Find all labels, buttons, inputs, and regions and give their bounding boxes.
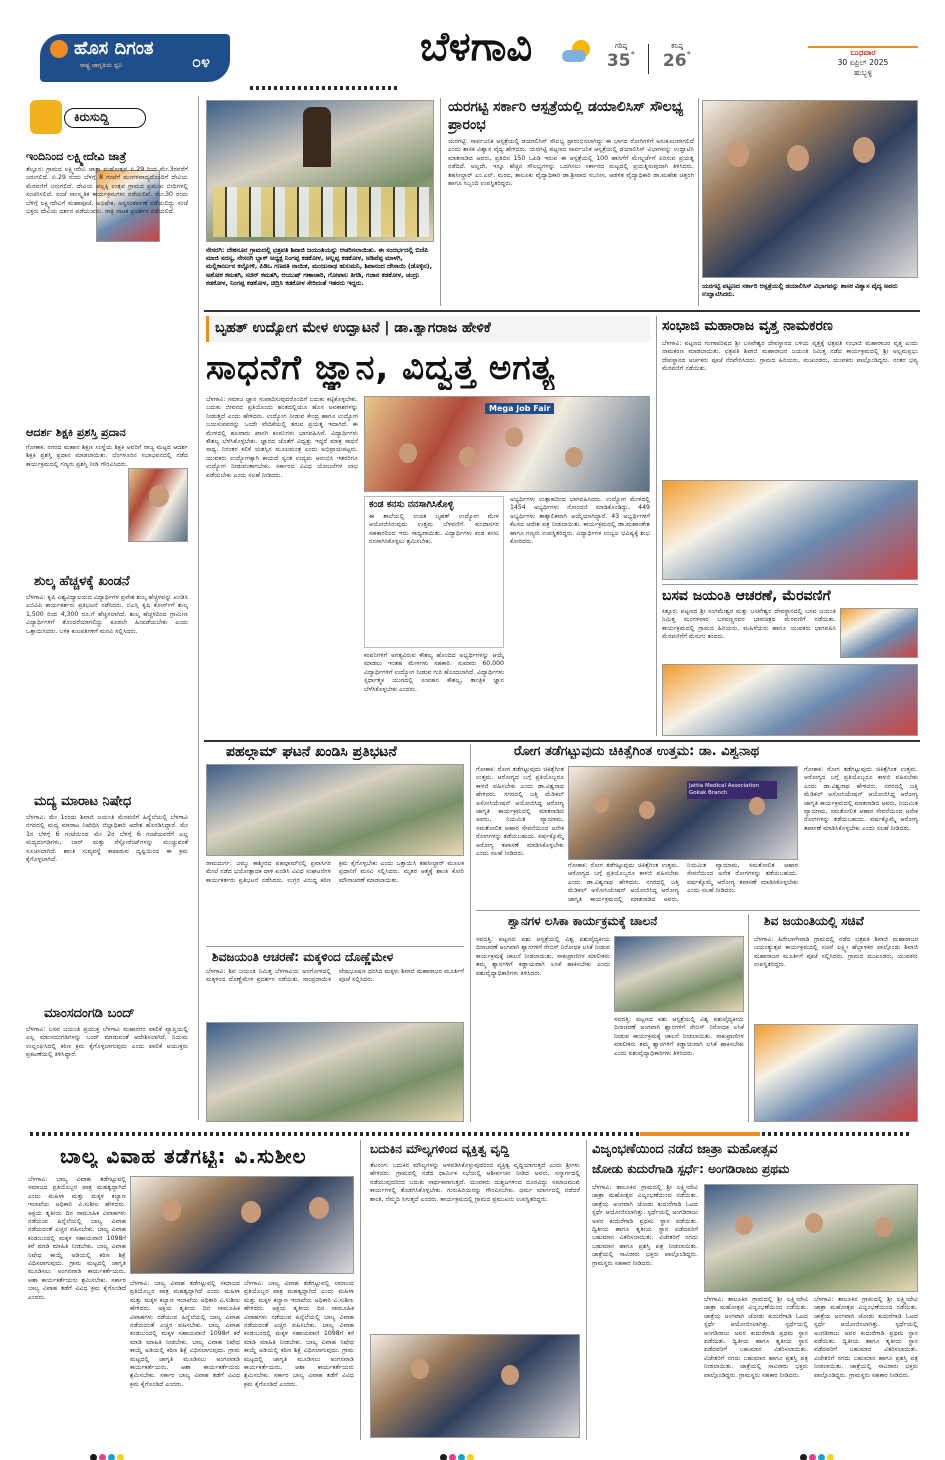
brief-3-headline: ಶುಲ್ಕ ಹೆಚ್ಚಳಕ್ಕೆ ಖಂಡನೆ xyxy=(34,574,130,589)
values-body: ತೆಲಸಂಗ: ಬದುಕಿನ ಮೌಲ್ಯಗಳನ್ನು ಅಳವಡಿಸಿಕೊಳ್ಳುವುದರಿಂದ ವ್ಯಕ್ತಿತ್ವ ವೃದ್ಧಿಯಾಗುತ್ತದೆ ಎಂದು ಶ್ರೀಗಳು ಹೇಳಿದರು. ಗ್ರಾಮದಲ್ಲಿ ನಡೆದ ಧಾರ್ಮಿಕ ಸಭೆಯಲ್ಲಿ ಆಶೀರ್ವಚನ ನೀಡಿದ ಅವರು, ಸನ್ಮಾರ್ಗದಲ್ಲಿ ನಡೆಯುವುದರಿಂದ ಬದುಕು ಸಾರ್ಥಕವಾಗುತ್ತದೆ. ಯುವಕರು ದುಶ್ಚಟಗಳಿಂದ ದೂರವಿದ್ದು ಸಮಾಜಮುಖಿ ಕಾರ್ಯಗಳಲ್ಲಿ ತೊಡಗಿಸಿಕೊಳ್ಳಬೇಕು. ಗುರುಹಿರಿಯರನ್ನು ಗೌರವಿಸಬೇಕು. ಧರ್ಮ ಮಾರ್ಗದಲ್ಲಿ ನಡೆದರೆ ಶಾಂತಿ, ನೆಮ್ಮದಿ ಸಿಗುತ್ತದೆ ಎಂದರು. ಕಾರ್ಯಕ್ರಮದಲ್ಲಿ ಗ್ರಾಮದ ಪ್ರಮುಖರು ಉಪಸ್ಥಿತರಿದ್ದರು. xyxy=(370,1162,580,1203)
values-headline: ಬದುಕಿನ ಮೌಲ್ಯಗಳಿಂದ ವ್ಯಕ್ತಿತ್ವ ವೃದ್ಧಿ xyxy=(370,1142,510,1156)
values-photo xyxy=(370,1334,580,1438)
shivajayanti-drum-headline: ಶಿವಜಯಂತಿ ಆಚರಣೆ: ಮಕ್ಕಳಿಂದ ದೊಣ್ಣೆಮೇಳ xyxy=(212,950,394,964)
section-rule xyxy=(476,910,920,911)
column-divider xyxy=(748,914,749,1122)
pointing-hand-icon xyxy=(30,100,62,134)
weather-max-label: ಗರಿಷ್ಠ xyxy=(614,42,628,50)
dogs-body: ಸವದತ್ತಿ: ಪಟ್ಟಣದ ಪಶು ಆಸ್ಪತ್ರೆಯಲ್ಲಿ ವಿಶ್ವ ಪಶುವೈದ್ಯಕೀಯ ದಿನಾಚರಣೆ ಅಂಗವಾಗಿ ಶ್ವಾನಗಳಿಗೆ ರೇಬಿಸ್ ನಿರೋಧಕ ಲಸಿಕೆ ನೀಡುವ ಕಾರ್ಯಕ್ರಮಕ್ಕೆ ಚಾಲನೆ ನೀಡಲಾಯಿತು. ಸಾಕುಪ್ರಾಣಿಗಳ ಮಾಲೀಕರು ತಮ್ಮ ಶ್ವಾನಗಳಿಗೆ ಕಡ್ಡಾಯವಾಗಿ ಲಸಿಕೆ ಹಾಕಿಸಬೇಕು ಎಂದು ಪಶುವೈದ್ಯಾಧಿಕಾರಿಗಳು ತಿಳಿಸಿದರು. xyxy=(476,936,610,977)
sambhaji-headline: ಸಂಭಾಜಿ ಮಹಾರಾಜ ವೃತ್ತ ನಾಮಕರಣ xyxy=(662,318,833,334)
dialysis-inauguration-photo xyxy=(702,100,918,278)
brief-2-headline: ಆದರ್ಶ ಶಿಕ್ಷಕಿ ಪ್ರಶಸ್ತಿ ಪ್ರದಾನ xyxy=(26,426,126,439)
basava-photo-1 xyxy=(840,608,918,658)
child-marriage-photo xyxy=(130,1176,354,1274)
lead-body-mid: ಕಂಪನಿಗಳಿಗೆ ಅಗತ್ಯವಿರುವ ಕೌಶಲ್ಯ ಹೊಂದಿದ ಅಭ್ಯರ್ಥಿಗಳನ್ನು ಆಯ್ಕೆ ಮಾಡಲು ಇಂತಹ ಮೇಳಗಳು ಸಹಕಾರಿ. ಸುಮಾರು 60,000 ವಿದ್ಯಾರ್ಥಿಗಳಿಗೆ ಉದ್ಯೋಗ ನೀಡುವ ಗುರಿ ಹೊಂದಲಾಗಿದೆ. ವಿದ್ಯಾರ್ಥಿಗಳು ಸ್ಪರ್ಧಾತ್ಮಕ ಯುಗದಲ್ಲಿ ಸಂವಹನ ಕೌಶಲ್ಯ, ತಾಂತ್ರಿಕ ಜ್ಞಾನ ಬೆಳೆಸಿಕೊಳ್ಳಬೇಕು ಎಂದರು. xyxy=(364,652,504,693)
weather-sun-cloud-icon xyxy=(562,40,590,68)
dream-box xyxy=(364,496,504,648)
shiva-sachive-body: ಬೆಳಗಾವಿ: ಹಿರೇಬಾಗೇವಾಡಿ ಗ್ರಾಮದಲ್ಲಿ ನಡೆದ ಛತ್ರಪತಿ ಶಿವಾಜಿ ಮಹಾರಾಜರ ಜಯಂತ್ಯುತ್ಸವ ಕಾರ್ಯಕ್ರಮದಲ್ಲಿ ಸಚಿವೆ ಲಕ್ಷ್ಮೀ ಹೆಬ್ಬಾಳಕರ ಪಾಲ್ಗೊಂಡು ಶಿವಾಜಿ ಮಹಾರಾಜರ ಮೂರ್ತಿಗೆ ಪೂಜೆ ಸಲ್ಲಿಸಿದರು. ಗ್ರಾಮದ ಮುಖಂಡರು, ಯುವಕರು ಉಪಸ್ಥಿತರಿದ್ದರು. xyxy=(754,936,918,969)
dream-box-title: ಕಂಡ ಕನಸು ನನಸಾಗಿಸಿಕೊಳ್ಳಿ xyxy=(369,499,454,510)
statue-group-photo xyxy=(206,100,434,242)
pahalgam-photo xyxy=(206,764,464,856)
jatra-body-1: ಬೆಳಗಾವಿ: ತಾಲೂಕಿನ ಗ್ರಾಮದಲ್ಲಿ ಶ್ರೀ ಲಕ್ಷ್ಮೀದೇವಿ ಜಾತ್ರಾ ಮಹೋತ್ಸವ ವಿಜೃಂಭಣೆಯಿಂದ ನಡೆಯಿತು. ಜಾತ್ರೆಯ ಅಂಗವಾಗಿ ಜೋಡು ಕುದುರೆಗಾಡಿ ಓಟದ ಸ್ಪರ್ಧೆ ಆಯೋಜಿಸಲಾಗಿತ್ತು. ಸ್ಪರ್ಧೆಯಲ್ಲಿ ಅಂಗಡಿರಾಜು ಅವರ ಕುದುರೆಗಾಡಿ ಪ್ರಥಮ ಸ್ಥಾನ ಪಡೆಯಿತು. ದ್ವಿತೀಯ ಹಾಗೂ ತೃತೀಯ ಸ್ಥಾನ ಪಡೆದವರಿಗೆ ಬಹುಮಾನ ವಿತರಿಸಲಾಯಿತು. ವಿಜೇತರಿಗೆ ನಗದು ಬಹುಮಾನ ಹಾಗೂ ಪ್ರಶಸ್ತಿ ಪತ್ರ ನೀಡಲಾಯಿತು. ಜಾತ್ರೆಯಲ್ಲಿ ಸಾವಿರಾರು ಭಕ್ತರು ಪಾಲ್ಗೊಂಡಿದ್ದರು. ಗ್ರಾಮಸ್ಥರು ಸಹಕಾರ ನೀಡಿದರು. xyxy=(592,1184,698,1267)
child-marriage-body-1: ಬೆಳಗಾವಿ: ಬಾಲ್ಯ ವಿವಾಹ ತಡೆಗಟ್ಟುವಲ್ಲಿ ಸಮಾಜದ ಪ್ರತಿಯೊಬ್ಬರ ಪಾತ್ರ ಮಹತ್ವದ್ದಾಗಿದೆ ಎಂದು ಮಹಿಳಾ ಮತ್ತು ಮಕ್ಕಳ ಕಲ್ಯಾಣ ಇಲಾಖೆಯ ಅಧಿಕಾರಿ ವಿ.ಸುಶೀಲ ಹೇಳಿದರು. ಅಕ್ಷಯ ತೃತೀಯ ದಿನ ಸಾಮೂಹಿಕ ವಿವಾಹಗಳು ನಡೆಯುವ ಹಿನ್ನೆಲೆಯಲ್ಲಿ ಬಾಲ್ಯ ವಿವಾಹ ನಡೆಯದಂತೆ ಎಚ್ಚರ ವಹಿಸಬೇಕು. ಬಾಲ್ಯ ವಿವಾಹ ಕಂಡುಬಂದಲ್ಲಿ ಮಕ್ಕಳ ಸಹಾಯವಾಣಿ 1098ಗೆ ಕರೆ ಮಾಡಿ ಮಾಹಿತಿ ನೀಡಬೇಕು. ಬಾಲ್ಯ ವಿವಾಹ ನಿಷೇಧ ಕಾಯ್ದೆ ಅಡಿಯಲ್ಲಿ ಕಠಿಣ ಶಿಕ್ಷೆ ವಿಧಿಸಲಾಗುವುದು. ಗ್ರಾಮ ಮಟ್ಟದಲ್ಲಿ ಜಾಗೃತಿ ಮೂಡಿಸಲು ಅಂಗನವಾಡಿ ಕಾರ್ಯಕರ್ತೆಯರು, ಆಶಾ ಕಾರ್ಯಕರ್ತೆಯರು ಶ್ರಮಿಸಬೇಕು. ಸರ್ಕಾರ ಬಾಲ್ಯ ವಿವಾಹ ತಡೆಗೆ ವಿವಿಧ ಕ್ರಮ ಕೈಗೊಂಡಿದೆ ಎಂದರು. xyxy=(28,1176,126,1301)
dateline-edition: ಹುಬ್ಬಳ್ಳಿ xyxy=(853,68,873,77)
kirusuddi-header xyxy=(28,98,188,138)
registration-dot xyxy=(99,1454,106,1460)
pahalgam-body: ರಾಮದುರ್ಗ: ಜಮ್ಮು ಕಾಶ್ಮೀರದ ಪಹಲ್ಗಾಮ್‌ನಲ್ಲಿ ಪ್ರವಾಸಿಗರ ಮೇಲೆ ನಡೆದ ಭಯೋತ್ಪಾದಕ ದಾಳಿ ಖಂಡಿಸಿ ವಿವಿಧ ಸಂಘಟನೆಗಳ ಕಾರ್ಯಕರ್ತರು ಪ್ರತಿಭಟನೆ ನಡೆಸಿದರು. ಉಗ್ರರ ವಿರುದ್ಧ ಕಠಿಣ ಕ್ರಮ ಕೈಗೊಳ್ಳಬೇಕು ಎಂದು ಒತ್ತಾಯಿಸಿ ತಹಸೀಲ್ದಾರ್ ಮೂಲಕ ಪ್ರಧಾನಿಗೆ ಮನವಿ ಸಲ್ಲಿಸಿದರು. ಮೃತರ ಆತ್ಮಕ್ಕೆ ಶಾಂತಿ ಕೋರಿ ಮೌನಾಚರಣೆ ಮಾಡಲಾಯಿತು. xyxy=(206,860,464,884)
column-divider xyxy=(656,316,657,736)
column-divider xyxy=(198,96,199,1120)
basava-headline: ಬಸವ ಜಯಂತಿ ಆಚರಣೆ, ಮೆರವಣಿಗೆ xyxy=(662,588,831,604)
page-number: ೦೪ xyxy=(192,52,210,71)
registration-dot xyxy=(818,1454,825,1460)
basava-body: ಕಿತ್ತೂರ: ಪಟ್ಟಣದ ಶ್ರೀ ಸಂಗಮೇಶ್ವರ ಮತ್ತು ಬಸವೇಶ್ವರ ದೇವಸ್ಥಾನದಲ್ಲಿ ಬಸವ ಜಯಂತಿ ನಿಮಿತ್ತ ಮಂಗಳವಾರ ಬಸವಣ್ಣನವರ ಭಾವಚಿತ್ರದ ಮೆರವಣಿಗೆ ನಡೆಯಿತು. ಕಾರ್ಯಕ್ರಮದಲ್ಲಿ ಗ್ರಾಮದ ಹಿರಿಯರು, ಮಹಿಳೆಯರು ಹಾಗೂ ಯುವಕರು ಭಾಗವಹಿಸಿ ಮೆರವಣಿಗೆಗೆ ಮೆರುಗು ತಂದರು. xyxy=(662,608,836,641)
doctor-body-2: ಗೋಕಾಕ: ರೋಗ ತಡೆಗಟ್ಟುವುದು ಚಿಕಿತ್ಸೆಗಿಂತ ಉತ್ತಮ. ಆರೋಗ್ಯದ ಬಗ್ಗೆ ಪ್ರತಿಯೊಬ್ಬರೂ ಕಾಳಜಿ ವಹಿಸಬೇಕು ಎಂದು ಡಾ.ವಿಶ್ವನಾಥ ಹೇಳಿದರು. ನಗರದಲ್ಲಿ ಜತ್ತಿ ಮೆಡಿಕಲ್ ಅಸೋಸಿಯೇಷನ್ ಆಯೋಜಿಸಿದ್ದ ಆರೋಗ್ಯ ಜಾಗೃತಿ ಕಾರ್ಯಕ್ರಮದಲ್ಲಿ ಮಾತನಾಡಿದ ಅವರು, ನಿಯಮಿತ ವ್ಯಾಯಾಮ, ಸಮತೋಲಿತ ಆಹಾರ ಸೇವನೆಯಿಂದ ಅನೇಕ ರೋಗಗಳನ್ನು ತಡೆಯಬಹುದು. ವರ್ಷಕ್ಕೊಮ್ಮೆ ಆರೋಗ್ಯ ತಪಾಸಣೆ ಮಾಡಿಸಿಕೊಳ್ಳಬೇಕು ಎಂದು ಸಲಹೆ ನೀಡಿದರು. xyxy=(568,862,798,903)
dateline-day: ಬುಧವಾರ xyxy=(850,48,876,57)
dogs-body-2: ಸವದತ್ತಿ: ಪಟ್ಟಣದ ಪಶು ಆಸ್ಪತ್ರೆಯಲ್ಲಿ ವಿಶ್ವ ಪಶುವೈದ್ಯಕೀಯ ದಿನಾಚರಣೆ ಅಂಗವಾಗಿ ಶ್ವಾನಗಳಿಗೆ ರೇಬಿಸ್ ನಿರೋಧಕ ಲಸಿಕೆ ನೀಡುವ ಕಾರ್ಯಕ್ರಮಕ್ಕೆ ಚಾಲನೆ ನೀಡಲಾಯಿತು. ಸಾಕುಪ್ರಾಣಿಗಳ ಮಾಲೀಕರು ತಮ್ಮ ಶ್ವಾನಗಳಿಗೆ ಕಡ್ಡಾಯವಾಗಿ ಲಸಿಕೆ ಹಾಕಿಸಬೇಕು ಎಂದು ಪಶುವೈದ್ಯಾಧಿಕಾರಿಗಳು ತಿಳಿಸಿದರು. xyxy=(614,1016,744,1057)
jatra-horse-cart-photo xyxy=(704,1184,918,1292)
lead-kicker: ಬೃಹತ್ ಉದ್ಯೋಗ ಮೇಳ ಉದ್ಘಾಟನೆ | ಡಾ.ತ್ಯಾಗರಾಜ ಹೇಳಿಕೆ xyxy=(215,320,491,336)
column-divider xyxy=(360,1140,361,1440)
registration-dot xyxy=(467,1454,474,1460)
registration-dot xyxy=(440,1454,447,1460)
dialysis-caption: ಯರಗಟ್ಟಿ ಪಟ್ಟಣದ ಸರ್ಕಾರಿ ಆಸ್ಪತ್ರೆಯಲ್ಲಿ ಡಯಾಲಿಸಿಸ್ ವಿಭಾಗವನ್ನು ಶಾಸಕ ವಿಶ್ವಾಸ ವೈದ್ಯ ಅವರು ಉದ್ಘಾಟಿಸಿದರು. xyxy=(702,282,898,299)
dateline-date: 30 ಏಪ್ರಿಲ್ 2025 xyxy=(837,58,889,67)
brief-2-body: ಗೋಕಾಕ: ನಗರದ ಮಹಾನ ಶಿಕ್ಷಣ ಸಂಸ್ಥೆಯ ಶಿಕ್ಷಕಿ ಅವರಿಗೆ ರಾಜ್ಯ ಮಟ್ಟದ ಆದರ್ಶ ಶಿಕ್ಷಕಿ ಪ್ರಶಸ್ತಿ ಪ್ರದಾನ ಮಾಡಲಾಯಿತು. ಬೆಂಗಳೂರಿನ ಸಭಾಭವನದಲ್ಲಿ ನಡೆದ ಕಾರ್ಯಕ್ರಮದಲ್ಲಿ ಗಣ್ಯರು ಪ್ರಶಸ್ತಿ ನೀಡಿ ಗೌರವಿಸಿದರು. xyxy=(26,444,188,468)
dateline xyxy=(808,48,918,78)
brief-5-headline: ಮಾಂಸದಂಗಡಿ ಬಂದ್ xyxy=(44,1006,135,1021)
column-divider xyxy=(440,98,441,306)
dogs-headline: ಶ್ವಾನಗಳ ಲಸಿಕಾ ಕಾರ್ಯಕ್ರಮಕ್ಕೆ ಚಾಲನೆ xyxy=(508,914,658,928)
dream-box-body: ಈ ಶಾಲೆಯಲ್ಲಿ ಉಚಿತ ಬೃಹತ್ ಉದ್ಯೋಗ ಮೇಳ ಆಯೋಜಿಸಿರುವುದು ಉತ್ತಮ ಬೆಳವಣಿಗೆ. ಕುಂದಾನಗರ ಸಹಕಾರದಿಂದ ಇದು ಸಾಧ್ಯವಾಯಿತು. ವಿದ್ಯಾರ್ಥಿಗಳು ಕಂಡ ಕನಸು ನನಸಾಗಿಸಿಕೊಳ್ಳಲು ಶ್ರಮಿಸಬೇಕು. xyxy=(369,513,499,546)
logo-tagline: ರಾಷ್ಟ್ರ ಜಾಗೃತಿಯ ಧ್ವನಿ xyxy=(80,62,123,69)
registration-dot xyxy=(800,1454,807,1460)
job-fair-sign: Mega Job Fair xyxy=(485,403,554,414)
dialysis-headline: ಯರಗಟ್ಟಿ ಸರ್ಕಾರಿ ಆಸ್ಪತ್ರೆಯಲ್ಲಿ ಡಯಾಲಿಸಿಸ್ ಸೌಲಭ್ಯ ಪ್ರಾರಂಭ xyxy=(448,99,684,133)
registration-dot xyxy=(458,1454,465,1460)
child-marriage-body-3: ಬೆಳಗಾವಿ: ಬಾಲ್ಯ ವಿವಾಹ ತಡೆಗಟ್ಟುವಲ್ಲಿ ಸಮಾಜದ ಪ್ರತಿಯೊಬ್ಬರ ಪಾತ್ರ ಮಹತ್ವದ್ದಾಗಿದೆ ಎಂದು ಮಹಿಳಾ ಮತ್ತು ಮಕ್ಕಳ ಕಲ್ಯಾಣ ಇಲಾಖೆಯ ಅಧಿಕಾರಿ ವಿ.ಸುಶೀಲ ಹೇಳಿದರು. ಅಕ್ಷಯ ತೃತೀಯ ದಿನ ಸಾಮೂಹಿಕ ವಿವಾಹಗಳು ನಡೆಯುವ ಹಿನ್ನೆಲೆಯಲ್ಲಿ ಬಾಲ್ಯ ವಿವಾಹ ನಡೆಯದಂತೆ ಎಚ್ಚರ ವಹಿಸಬೇಕು. ಬಾಲ್ಯ ವಿವಾಹ ಕಂಡುಬಂದಲ್ಲಿ ಮಕ್ಕಳ ಸಹಾಯವಾಣಿ 1098ಗೆ ಕರೆ ಮಾಡಿ ಮಾಹಿತಿ ನೀಡಬೇಕು. ಬಾಲ್ಯ ವಿವಾಹ ನಿಷೇಧ ಕಾಯ್ದೆ ಅಡಿಯಲ್ಲಿ ಕಠಿಣ ಶಿಕ್ಷೆ ವಿಧಿಸಲಾಗುವುದು. ಗ್ರಾಮ ಮಟ್ಟದಲ್ಲಿ ಜಾಗೃತಿ ಮೂಡಿಸಲು ಅಂಗನವಾಡಿ ಕಾರ್ಯಕರ್ತೆಯರು, ಆಶಾ ಕಾರ್ಯಕರ್ತೆಯರು ಶ್ರಮಿಸಬೇಕು. ಸರ್ಕಾರ ಬಾಲ್ಯ ವಿವಾಹ ತಡೆಗೆ ವಿವಿಧ ಕ್ರಮ ಕೈಗೊಂಡಿದೆ ಎಂದರು. xyxy=(244,1280,354,1388)
brief-4-body: ಬೆಳಗಾವಿ: ಮೇ 1ರಂದು ಶಿವಾಜಿ ಜಯಂತಿ ಮೆರವಣಿಗೆ ಹಿನ್ನೆಲೆಯಲ್ಲಿ ಬೆಳಗಾವಿ ನಗರದಲ್ಲಿ ಮದ್ಯ ಮಾರಾಟ ನಿಷೇಧಿಸಿ ಜಿಲ್ಲಾಧಿಕಾರಿ ಆದೇಶ ಹೊರಡಿಸಿದ್ದಾರೆ. ಮೇ 1ರ ಬೆಳಿಗ್ಗೆ 6 ಗಂಟೆಯಿಂದ ಮೇ 2ರ ಬೆಳಿಗ್ಗೆ 6 ಗಂಟೆಯವರೆಗೆ ಎಲ್ಲ ಮದ್ಯದಂಗಡಿಗಳು, ಬಾರ್ ಮತ್ತು ರೆಸ್ಟೋರೆಂಟ್‌ಗಳನ್ನು ಮುಚ್ಚುವಂತೆ ಸೂಚಿಸಲಾಗಿದೆ. ಶಾಂತಿ ಸುವ್ಯವಸ್ಥೆ ಕಾಪಾಡುವ ದೃಷ್ಟಿಯಿಂದ ಈ ಕ್ರಮ ಕೈಗೊಳ್ಳಲಾಗಿದೆ. xyxy=(26,814,188,864)
masthead xyxy=(0,0,945,92)
kirusuddi-column xyxy=(24,96,192,1120)
registration-dot xyxy=(827,1454,834,1460)
lead-body-left: ಬೆಳಗಾವಿ: ಸಮಾಜ ಜ್ಞಾನ ಸಂಪಾದಿಸುವುದರೊಂದಿಗೆ ಬದುಕು ಕಟ್ಟಿಕೊಳ್ಳಬೇಕು. ಬದುಕು ಜೀವನದ ಪ್ರತಿಯೊಂದು ಹಂತದಲ್ಲಿಯೂ ಹೊಸ ಅವಕಾಶಗಳನ್ನು ನೀಡುತ್ತದೆ ಎಂದು ಹೇಳಿದರು. ಉದ್ಯೋಗ ನೀಡುವ ಕೇಂದ್ರ ಹಾಗೂ ಉದ್ಯೋಗ ಬಯಸುವವರನ್ನು ಒಂದೇ ವೇದಿಕೆಯಲ್ಲಿ ತರುವ ಪ್ರಯತ್ನ ಇದಾಗಿದೆ. ಈ ಮೇಳದಲ್ಲಿ ಹಲವಾರು ಖಾಸಗಿ ಕಂಪನಿಗಳು ಭಾಗವಹಿಸಿವೆ. ವಿದ್ಯಾರ್ಥಿಗಳು ಕೌಶಲ್ಯ ಬೆಳೆಸಿಕೊಳ್ಳಬೇಕು. ಜ್ಞಾನದ ಜೊತೆಗೆ ವಿದ್ವತ್ತು ಇದ್ದರೆ ಮಾತ್ರ ಸಾಧನೆ ಸಾಧ್ಯ. ನಿರಂತರ ಕಲಿಕೆ ಯಶಸ್ಸಿನ ಮೂಲಮಂತ್ರ ಎಂದು ಅಭಿಪ್ರಾಯಪಟ್ಟರು. ಯುವಕರು ಉದ್ಯೋಗಕ್ಕಾಗಿ ಕಾಯದೆ ಸ್ವಂತ ಉದ್ಯಮ ಆರಂಭಿಸಿ ಇತರರಿಗೂ ಉದ್ಯೋಗ ನೀಡುವಂತಾಗಬೇಕು. ಸರ್ಕಾರದ ವಿವಿಧ ಯೋಜನೆಗಳ ಲಾಭ ಪಡೆಯಬೇಕು ಎಂದು ಸಲಹೆ ನೀಡಿದರು. xyxy=(206,396,358,479)
registration-dot xyxy=(117,1454,124,1460)
shiva-sachive-headline: ಶಿವ ಜಯಂತಿಯಲ್ಲಿ ಸಚಿವೆ xyxy=(764,914,864,928)
lead-body-right: ಅಭ್ಯರ್ಥಿಗಳು ಉತ್ಸಾಹದಿಂದ ಭಾಗವಹಿಸಿದರು. ಉದ್ಯೋಗ ಮೇಳದಲ್ಲಿ 1454 ಅಭ್ಯರ್ಥಿಗಳು ನೋಂದಣಿ ಮಾಡಿಕೊಂಡಿದ್ದು, 449 ಅಭ್ಯರ್ಥಿಗಳು ತಾತ್ಕಾಲಿಕವಾಗಿ ಆಯ್ಕೆಯಾಗಿದ್ದಾರೆ. 43 ಅಭ್ಯರ್ಥಿಗಳಿಗೆ ಕೆಲಸದ ಆದೇಶ ಪತ್ರ ನೀಡಲಾಯಿತು. ಕಾರ್ಯಕ್ರಮದಲ್ಲಿ ಡಾ.ಮಹಾಂತೇಶ ಹಾಗೂ ಗಣ್ಯರು ಉಪಸ್ಥಿತರಿದ್ದರು. ವಿದ್ಯಾರ್ಥಿಗಳ ಉಜ್ವಲ ಭವಿಷ್ಯಕ್ಕೆ ಶುಭ ಕೋರಿದರು. xyxy=(510,496,650,546)
weather-max-value: 35 xyxy=(606,51,631,71)
shivajayanti-drum-photo xyxy=(206,1022,464,1122)
sambhaji-body: ಬೆಳಗಾವಿ: ಪಟ್ಟಣದ ಗಂಗಾಪರಿಷದ ಶ್ರೀ ಬಸವೇಶ್ವರ ದೇವಸ್ಥಾನದ ಬಳಿಯ ವೃತ್ತಕ್ಕೆ ಛತ್ರಪತಿ ಸಂಭಾಜಿ ಮಹಾರಾಜರ ವೃತ್ತ ಎಂದು ನಾಮಕರಣ ಮಾಡಲಾಯಿತು. ಛತ್ರಪತಿ ಶಿವಾಜಿ ಮಹಾರಾಜರ ಜಯಂತಿ ನಿಮಿತ್ತ ನಡೆದ ಕಾರ್ಯಕ್ರಮದಲ್ಲಿ ಶ್ರೀ ಅಲ್ಲಮಪ್ರಭು ದೇವಸ್ಥಾನದ ಅರ್ಚಕರು ಪೂಜೆ ನೆರವೇರಿಸಿದರು. ಗ್ರಾಮದ ಹಿರಿಯರು, ಮುಖಂಡರು, ಯುವಕರು ಪಾಲ್ಗೊಂಡಿದ್ದರು. ನಂತರ ಭವ್ಯ ಮೆರವಣಿಗೆ ನಡೆಯಿತು. xyxy=(662,340,918,373)
jatra-body-2: ಬೆಳಗಾವಿ: ತಾಲೂಕಿನ ಗ್ರಾಮದಲ್ಲಿ ಶ್ರೀ ಲಕ್ಷ್ಮೀದೇವಿ ಜಾತ್ರಾ ಮಹೋತ್ಸವ ವಿಜೃಂಭಣೆಯಿಂದ ನಡೆಯಿತು. ಜಾತ್ರೆಯ ಅಂಗವಾಗಿ ಜೋಡು ಕುದುರೆಗಾಡಿ ಓಟದ ಸ್ಪರ್ಧೆ ಆಯೋಜಿಸಲಾಗಿತ್ತು. ಸ್ಪರ್ಧೆಯಲ್ಲಿ ಅಂಗಡಿರಾಜು ಅವರ ಕುದುರೆಗಾಡಿ ಪ್ರಥಮ ಸ್ಥಾನ ಪಡೆಯಿತು. ದ್ವಿತೀಯ ಹಾಗೂ ತೃತೀಯ ಸ್ಥಾನ ಪಡೆದವರಿಗೆ ಬಹುಮಾನ ವಿತರಿಸಲಾಯಿತು. ವಿಜೇತರಿಗೆ ನಗದು ಬಹುಮಾನ ಹಾಗೂ ಪ್ರಶಸ್ತಿ ಪತ್ರ ನೀಡಲಾಯಿತು. ಜಾತ್ರೆಯಲ್ಲಿ ಸಾವಿರಾರು ಭಕ್ತರು ಪಾಲ್ಗೊಂಡಿದ್ದರು. ಗ್ರಾಮಸ್ಥರು ಸಹಕಾರ ನೀಡಿದರು. xyxy=(704,1296,808,1379)
registration-dot xyxy=(108,1454,115,1460)
jatra-subhead: ಜೋಡು ಕುದುರೆಗಾಡಿ ಸ್ಪರ್ಧೆ: ಅಂಗಡಿರಾಜು ಪ್ರಥಮ xyxy=(592,1162,790,1176)
brief-5-body: ಬೆಳಗಾವಿ: ಬಸವ ಜಯಂತಿ ಪ್ರಯುಕ್ತ ಬೆಳಗಾವಿ ಮಹಾನಗರ ಪಾಲಿಕೆ ವ್ಯಾಪ್ತಿಯಲ್ಲಿ ಎಲ್ಲ ಮಾಂಸದಂಗಡಿಗಳನ್ನು ಬಂದ್ ಮಾಡುವಂತೆ ಆದೇಶಿಸಲಾಗಿದೆ. ನಿಯಮ ಉಲ್ಲಂಘಿಸಿದಲ್ಲಿ ಕಠಿಣ ಕ್ರಮ ಕೈಗೊಳ್ಳಲಾಗುವುದು ಎಂದು ಪಾಲಿಕೆ ಆಯುಕ್ತರು ಪ್ರಕಟಣೆಯಲ್ಲಿ ತಿಳಿಸಿದ್ದಾರೆ. xyxy=(26,1026,188,1059)
brief-1-body: ತೆಲ್ಲೂರ: ಗ್ರಾಮದ ಲಕ್ಷ್ಮೀದೇವಿ ಜಾತ್ರಾ ಮಹೋತ್ಸವ ಏ.29 ರಿಂದ ಮೇ.3ರವರೆಗೆ ಜರುಗಲಿದೆ. ಏ.29 ರಂದು ಬೆಳಗ್ಗೆ 8 ಗಂಟೆಗೆ ಮಂಗಳವಾದ್ಯದೊಂದಿಗೆ ದೇವಿಯ ಮೆರವಣಿಗೆ ಜರುಗಲಿದೆ. ದೇವಿಯ ಪಲ್ಲಕ್ಕಿ ಉತ್ಸವ ಗ್ರಾಮದ ಪ್ರಮುಖ ಬೀದಿಗಳಲ್ಲಿ ಸಂಚರಿಸಲಿದೆ. ಸಂಜೆ ಸಾಂಸ್ಕೃತಿಕ ಕಾರ್ಯಕ್ರಮಗಳು ನಡೆಯಲಿವೆ. ಮೇ.30 ರಂದು ಬೆಳಿಗ್ಗೆ ಲಕ್ಷ್ಮೀದೇವಿಗೆ ಮಹಾಪೂಜೆ, ಅಭಿಷೇಕ, ಅನ್ನಸಂತರ್ಪಣೆ ನಡೆಯಲಿದ್ದು ಸಂಜೆ ಭಕ್ತರು ದೇವಿಯ ದರ್ಶನ ಪಡೆಯುವರು. ರಾತ್ರಿ ನಾಟಕ ಪ್ರದರ್ಶನ ನಡೆಯಲಿದೆ. xyxy=(26,166,188,216)
logo-block xyxy=(40,34,230,82)
section-rule xyxy=(204,310,920,312)
dialysis-body: ಯರಗಟ್ಟಿ: ಸಾರ್ವಜನಿಕ ಆಸ್ಪತ್ರೆಯಲ್ಲಿ ಡಯಾಲಿಸಿಸ್ ಸೌಲಭ್ಯ ಪ್ರಾರಂಭಿಸಲಾಗಿದ್ದು ಈ ಭಾಗದ ರೋಗಿಗಳಿಗೆ ಅನುಕೂಲವಾಗಲಿದೆ ಎಂದು ಶಾಸಕ ವಿಶ್ವಾಸ ವೈದ್ಯ ಹೇಳಿದರು. ಯರಗಟ್ಟಿ ಪಟ್ಟಣದ ಸಾರ್ವಜನಿಕ ಆಸ್ಪತ್ರೆಯಲ್ಲಿ ಡಯಾಲಿಸಿಸ್ ವಿಭಾಗವನ್ನು ಉದ್ಘಾಟಿಸಿ ಮಾತನಾಡಿದ ಅವರು, ಪ್ರತಿದಿನ 150 ಒಪಿಡಿ ಇರುವ ಈ ಆಸ್ಪತ್ರೆಯಲ್ಲಿ 100 ಹಾಸಿಗೆಗೆ ಮೇಲ್ದರ್ಜೆಗೆ ಏರಿಸುವ ಪ್ರಯತ್ನ ನಡೆದಿದೆ. ಅಲ್ಲದೇ, ಇನ್ನೂ ಹೆಚ್ಚಿನ ಸೌಲಭ್ಯಗಳನ್ನು ಒದಗಿಸಲು ಸರ್ಕಾರದ ಮಟ್ಟದಲ್ಲಿ ಪ್ರಯತ್ನಿಸುವುದಾಗಿ ತಿಳಿಸಿದರು. ತಹಸೀಲ್ದಾರ್ ಎಂ.ಎನ್. ಮಠದ, ತಾಲೂಕು ವೈದ್ಯಾಧಿಕಾರಿ ಡಾ.ಶ್ರೀಪಾದ ಸಬನೀಸ, ಆಡಳಿತ ವೈದ್ಯಾಧಿಕಾರಿ ಡಾ.ಮಹೇಶ ಚಿತ್ತರಗಿ ಹಾಗೂ ಸಿಬ್ಬಂದಿ ಉಪಸ್ಥಿತರಿದ್ದರು. xyxy=(448,138,694,188)
footer-color-marks-left xyxy=(90,1446,126,1460)
bottom-accent-bar xyxy=(640,1132,760,1136)
weather-max: ಗರಿಷ್ಠ 35° xyxy=(596,42,646,71)
registration-dot xyxy=(449,1454,456,1460)
weather-min: ಕನಿಷ್ಠ 26° xyxy=(652,42,702,71)
column-divider xyxy=(698,98,699,306)
doctor-body-3: ಗೋಕಾಕ: ರೋಗ ತಡೆಗಟ್ಟುವುದು ಚಿಕಿತ್ಸೆಗಿಂತ ಉತ್ತಮ. ಆರೋಗ್ಯದ ಬಗ್ಗೆ ಪ್ರತಿಯೊಬ್ಬರೂ ಕಾಳಜಿ ವಹಿಸಬೇಕು ಎಂದು ಡಾ.ವಿಶ್ವನಾಥ ಹೇಳಿದರು. ನಗರದಲ್ಲಿ ಜತ್ತಿ ಮೆಡಿಕಲ್ ಅಸೋಸಿಯೇಷನ್ ಆಯೋಜಿಸಿದ್ದ ಆರೋಗ್ಯ ಜಾಗೃತಿ ಕಾರ್ಯಕ್ರಮದಲ್ಲಿ ಮಾತನಾಡಿದ ಅವರು, ನಿಯಮಿತ ವ್ಯಾಯಾಮ, ಸಮತೋಲಿತ ಆಹಾರ ಸೇವನೆಯಿಂದ ಅನೇಕ ರೋಗಗಳನ್ನು ತಡೆಯಬಹುದು. ವರ್ಷಕ್ಕೊಮ್ಮೆ ಆರೋಗ್ಯ ತಪಾಸಣೆ ಮಾಡಿಸಿಕೊಳ್ಳಬೇಕು ಎಂದು ಸಲಹೆ ನೀಡಿದರು. xyxy=(804,766,918,832)
child-marriage-body-2: ಬೆಳಗಾವಿ: ಬಾಲ್ಯ ವಿವಾಹ ತಡೆಗಟ್ಟುವಲ್ಲಿ ಸಮಾಜದ ಪ್ರತಿಯೊಬ್ಬರ ಪಾತ್ರ ಮಹತ್ವದ್ದಾಗಿದೆ ಎಂದು ಮಹಿಳಾ ಮತ್ತು ಮಕ್ಕಳ ಕಲ್ಯಾಣ ಇಲಾಖೆಯ ಅಧಿಕಾರಿ ವಿ.ಸುಶೀಲ ಹೇಳಿದರು. ಅಕ್ಷಯ ತೃತೀಯ ದಿನ ಸಾಮೂಹಿಕ ವಿವಾಹಗಳು ನಡೆಯುವ ಹಿನ್ನೆಲೆಯಲ್ಲಿ ಬಾಲ್ಯ ವಿವಾಹ ನಡೆಯದಂತೆ ಎಚ್ಚರ ವಹಿಸಬೇಕು. ಬಾಲ್ಯ ವಿವಾಹ ಕಂಡುಬಂದಲ್ಲಿ ಮಕ್ಕಳ ಸಹಾಯವಾಣಿ 1098ಗೆ ಕರೆ ಮಾಡಿ ಮಾಹಿತಿ ನೀಡಬೇಕು. ಬಾಲ್ಯ ವಿವಾಹ ನಿಷೇಧ ಕಾಯ್ದೆ ಅಡಿಯಲ್ಲಿ ಕಠಿಣ ಶಿಕ್ಷೆ ವಿಧಿಸಲಾಗುವುದು. ಗ್ರಾಮ ಮಟ್ಟದಲ್ಲಿ ಜಾಗೃತಿ ಮೂಡಿಸಲು ಅಂಗನವಾಡಿ ಕಾರ್ಯಕರ್ತೆಯರು, ಆಶಾ ಕಾರ್ಯಕರ್ತೆಯರು ಶ್ರಮಿಸಬೇಕು. ಸರ್ಕಾರ ಬಾಲ್ಯ ವಿವಾಹ ತಡೆಗೆ ವಿವಿಧ ಕ್ರಮ ಕೈಗೊಂಡಿದೆ ಎಂದರು. xyxy=(130,1280,240,1388)
registration-dot xyxy=(90,1454,97,1460)
shiva-sachive-photo xyxy=(754,1024,918,1122)
column-divider xyxy=(470,744,471,1122)
doctor-headline: ರೋಗ ತಡೆಗಟ್ಟುವುದು ಚಿಕಿತ್ಸೆಗಿಂತ ಉತ್ತಮ: ಡಾ. ವಿಶ್ವನಾಥ xyxy=(514,744,760,759)
brief-1-headline: ಇಂದಿನಿಂದ ಲಕ್ಷ್ಮೀದೇವಿ ಜಾತ್ರೆ xyxy=(26,150,127,163)
section-rule xyxy=(662,584,918,585)
job-fair-photo xyxy=(364,396,650,492)
weather-min-value: 26 xyxy=(662,51,687,71)
doctor-body-1: ಗೋಕಾಕ: ರೋಗ ತಡೆಗಟ್ಟುವುದು ಚಿಕಿತ್ಸೆಗಿಂತ ಉತ್ತಮ. ಆರೋಗ್ಯದ ಬಗ್ಗೆ ಪ್ರತಿಯೊಬ್ಬರೂ ಕಾಳಜಿ ವಹಿಸಬೇಕು ಎಂದು ಡಾ.ವಿಶ್ವನಾಥ ಹೇಳಿದರು. ನಗರದಲ್ಲಿ ಜತ್ತಿ ಮೆಡಿಕಲ್ ಅಸೋಸಿಯೇಷನ್ ಆಯೋಜಿಸಿದ್ದ ಆರೋಗ್ಯ ಜಾಗೃತಿ ಕಾರ್ಯಕ್ರಮದಲ್ಲಿ ಮಾತನಾಡಿದ ಅವರು, ನಿಯಮಿತ ವ್ಯಾಯಾಮ, ಸಮತೋಲಿತ ಆಹಾರ ಸೇವನೆಯಿಂದ ಅನೇಕ ರೋಗಗಳನ್ನು ತಡೆಯಬಹುದು. ವರ್ಷಕ್ಕೊಮ್ಮೆ ಆರೋಗ್ಯ ತಪಾಸಣೆ ಮಾಡಿಸಿಕೊಳ್ಳಬೇಕು ಎಂದು ಸಲಹೆ ನೀಡಿದರು. xyxy=(476,766,564,858)
jatra-body-3: ಬೆಳಗಾವಿ: ತಾಲೂಕಿನ ಗ್ರಾಮದಲ್ಲಿ ಶ್ರೀ ಲಕ್ಷ್ಮೀದೇವಿ ಜಾತ್ರಾ ಮಹೋತ್ಸವ ವಿಜೃಂಭಣೆಯಿಂದ ನಡೆಯಿತು. ಜಾತ್ರೆಯ ಅಂಗವಾಗಿ ಜೋಡು ಕುದುರೆಗಾಡಿ ಓಟದ ಸ್ಪರ್ಧೆ ಆಯೋಜಿಸಲಾಗಿತ್ತು. ಸ್ಪರ್ಧೆಯಲ್ಲಿ ಅಂಗಡಿರಾಜು ಅವರ ಕುದುರೆಗಾಡಿ ಪ್ರಥಮ ಸ್ಥಾನ ಪಡೆಯಿತು. ದ್ವಿತೀಯ ಹಾಗೂ ತೃತೀಯ ಸ್ಥಾನ ಪಡೆದವರಿಗೆ ಬಹುಮಾನ ವಿತರಿಸಲಾಯಿತು. ವಿಜೇತರಿಗೆ ನಗದು ಬಹುಮಾನ ಹಾಗೂ ಪ್ರಶಸ್ತಿ ಪತ್ರ ನೀಡಲಾಯಿತು. ಜಾತ್ರೆಯಲ್ಲಿ ಸಾವಿರಾರು ಭಕ್ತರು ಪಾಲ್ಗೊಂಡಿದ್ದರು. ಗ್ರಾಮಸ್ಥರು ಸಹಕಾರ ನೀಡಿದರು. xyxy=(814,1296,918,1379)
dogs-photo xyxy=(614,936,744,1012)
basava-photo-2 xyxy=(662,664,918,736)
section-rule xyxy=(206,946,464,947)
logo-lamp-icon xyxy=(50,40,68,58)
weather-min-label: ಕನಿಷ್ಠ xyxy=(671,42,683,50)
doctor-event-photo xyxy=(568,766,798,860)
logo-text: ಹೊಸ ದಿಗಂತ xyxy=(74,38,154,59)
bottom-stripe xyxy=(30,1132,910,1136)
brief-4-headline: ಮದ್ಯ ಮಾರಾಟ ನಿಷೇಧ xyxy=(34,794,132,809)
registration-dot xyxy=(809,1454,816,1460)
weather-divider xyxy=(648,44,649,74)
lead-kicker-box xyxy=(206,316,650,342)
lead-headline: ಸಾಧನೆಗೆ ಜ್ಞಾನ, ವಿದ್ವತ್ತ ಅಗತ್ಯ xyxy=(206,348,556,388)
kirusuddi-label: ಕಿರುಸುದ್ದಿ xyxy=(74,110,109,124)
header-accent-line xyxy=(808,46,918,48)
footer-color-marks-center xyxy=(440,1446,476,1460)
child-marriage-headline: ಬಾಲ್ಯ ವಿವಾಹ ತಡೆಗಟ್ಟಿ: ವಿ.ಸುಶೀಲ xyxy=(60,1144,307,1168)
sambhaji-photo xyxy=(662,480,918,580)
shivajayanti-drum-body: ಬೆಳಗಾವಿ: ಶಿವ ಜಯಂತಿ ನಿಮಿತ್ತ ಬೆಳಗಾವಿಯ ಅನಗೋಳದಲ್ಲಿ ಮಕ್ಕಳಿಂದ ದೊಣ್ಣೆಮೇಳ ಪ್ರದರ್ಶನ ನಡೆಯಿತು. ಸಾಂಪ್ರದಾಯಿಕ ವೇಷಭೂಷಣ ಧರಿಸಿದ ಮಕ್ಕಳು ಶಿವಾಜಿ ಮಹಾರಾಜರ ಮೂರ್ತಿಗೆ ಪೂಜೆ ಸಲ್ಲಿಸಿದರು. xyxy=(206,968,464,984)
pahalgam-headline: ಪಹಲ್ಗಾಮ್ ಘಟನೆ ಖಂಡಿಸಿ ಪ್ರತಿಭಟನೆ xyxy=(226,744,397,760)
footer-color-marks-right xyxy=(800,1446,836,1460)
header-stripe xyxy=(250,86,400,90)
jatra-headline: ವಿಜೃಂಭಣೆಯಿಂದ ನಡೆದ ಜಾತ್ರಾ ಮಹೋತ್ಸವ xyxy=(592,1142,778,1157)
column-divider xyxy=(586,1140,587,1440)
brief-3-body: ಬೆಳಗಾವಿ: ಕೃಷಿ ವಿಶ್ವವಿದ್ಯಾಲಯದ ವಿದ್ಯಾರ್ಥಿಗಳ ಪ್ರವೇಶ ಶುಲ್ಕ ಹೆಚ್ಚಳವನ್ನು ಖಂಡಿಸಿ ಎಬಿವಿಪಿ ಕಾರ್ಯಕರ್ತರು ಪ್ರತಿಭಟನೆ ನಡೆಸಿದರು. ಬಿಎಸ್ಸಿ ಕೃಷಿ ಕೋರ್ಸ್‌ಗೆ ಶುಲ್ಕ 1,500 ರಿಂದ 4,300 ರೂ.ಗೆ ಹೆಚ್ಚಿಸಲಾಗಿದೆ. ಶುಲ್ಕ ಹೆಚ್ಚಳದಿಂದ ಗ್ರಾಮೀಣ ವಿದ್ಯಾರ್ಥಿಗಳಿಗೆ ತೊಂದರೆಯಾಗಲಿದ್ದು ಕೂಡಲೇ ಹಿಂಪಡೆಯಬೇಕು ಎಂದು ಒತ್ತಾಯಿಸಿದರು. ಬಳಿಕ ಕುಲಪತಿಗಳಿಗೆ ಮನವಿ ಸಲ್ಲಿಸಿದರು. xyxy=(26,594,188,635)
city-name: ಬೆಳಗಾವಿ xyxy=(420,24,533,70)
medical-association-banner: Jattia Medical Association Gokak Branch xyxy=(687,781,777,799)
statue-caption: ನೇಸರಗಿ: ದೇಶನೂರ ಗ್ರಾಮದಲ್ಲಿ ಛತ್ರಪತಿ ಶಿವಾಜಿ ಜಯಂತಿಯನ್ನು ಆಚರಿಸಲಾಯಿತು. ಈ ಸಂದರ್ಭದಲ್ಲಿ ಬಿಜೆಪಿ ಮಾಜಿ ಸದಸ್ಯ, ನೇಸರಗಿ ಬ್ಲಾಕ್ ಅಧ್ಯಕ್ಷ ನಿಂಗಪ್ಪ ಕಡಕೋಳ, ಅಲ್ಲಪ್ಪ ಕಡಕೋಳ, ಅಡಿವೆಪ್ಪ ಮಾಳಗಿ, ಮಲ್ಲಿಕಾರ್ಜುನ ಕಲ್ಲೋಳಿ, ಪಿಡಿಒ ಗಣಪತಿ ನಾಯಿಕ, ಮಂಜುನಾಥ ಹುಲಮನಿ, ಶಿವಾನಂದ ದೇಸಾಯಿ (ಡೊಳ್ಳಿನ), ಅಶೋಕ ಕಮತಗಿ, ಸಚಿನ್ ಕಮತಗಿ, ಆಯುಷ್ ಗಣಾಚಾರಿ, ಗೋಪಾಲ ತಿಗಡಿ, ಗಜಾನ ಕಡಕೋಳ, ಚಂದ್ರು ಕಡಕೋಳ, ನಿಂಗಪ್ಪ ಕಡಕೋಳ, ಚಿದ್ರಿಸಿ ಕಡಕೋಳ ಸೇರಿದಂತೆ ಇತರರು ಇದ್ದರು. xyxy=(206,246,433,287)
section-rule xyxy=(204,740,920,742)
